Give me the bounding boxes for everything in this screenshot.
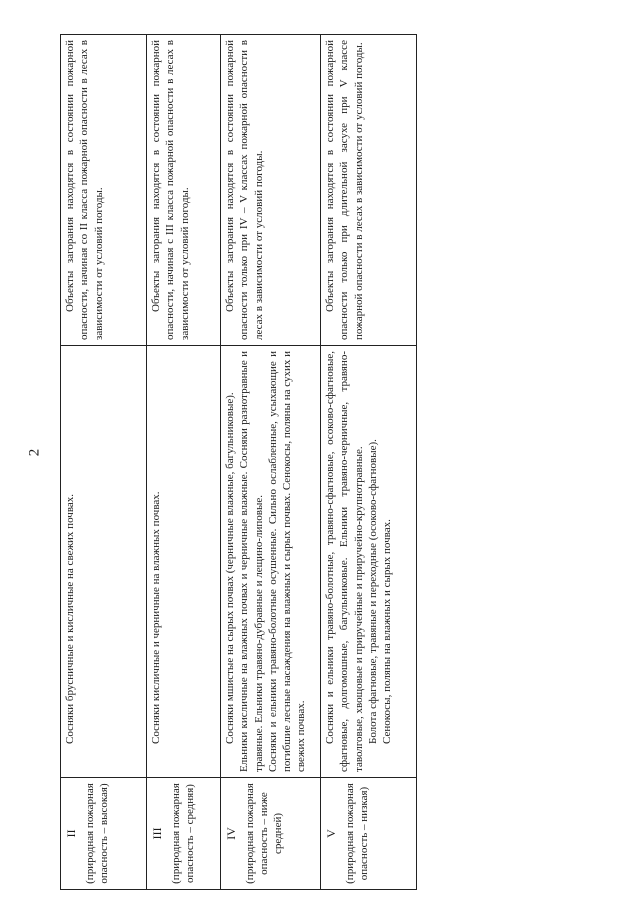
class-numeral: V bbox=[324, 829, 338, 838]
class-description: (природная пожарная опасность – низкая) bbox=[343, 783, 370, 884]
class-cell bbox=[147, 778, 221, 890]
class-cell bbox=[221, 778, 321, 890]
objects-cell: Объекты загорания находятся в состоянии пожарной опасности, начиная с III класса пожарной опасности в лесах в зависимости от условий погоды. bbox=[147, 35, 221, 346]
table-row bbox=[321, 35, 417, 890]
fire-danger-table-frame bbox=[60, 35, 412, 890]
vegetation-text: Сосняки и ельники травяно-болотные осушенные. Сильно ослабленные, усыхающие и погибшие лесные насаждения на влажных и сырых почвах. Сенокосы, поляны на сухих и свежих почвах. bbox=[266, 351, 308, 772]
vegetation-text: Сосняки и ельники травяно-болотные, травяно-сфагновые, осоково-сфагновые, сфагновые, долгомошные, багульниковые. Ельники травяно-черничные, травяно-таволговые, хвощовые и приручейные и приручейно-крупнотравные. bbox=[324, 351, 365, 772]
vegetation-text: Сосняки кисличные и черничные на влажных почвах. bbox=[150, 491, 162, 744]
class-numeral: III bbox=[150, 827, 164, 840]
objects-cell: Объекты загорания находятся в состоянии пожарной опасности только при IV – V классах пожарной опасности в лесах в зависимости от условий погоды. bbox=[221, 35, 321, 346]
vegetation-cell bbox=[221, 346, 321, 778]
vegetation-cell bbox=[147, 346, 221, 778]
objects-cell: Объекты загорания находятся в состоянии пожарной опасности, начиная со II класса пожарной опасности в лесах в зависимости от условий погоды. bbox=[61, 35, 147, 346]
table-row bbox=[221, 35, 321, 890]
vegetation-text: Сосняки мшистые на сырых почвах (черничные влажные, багульниковые). bbox=[224, 392, 236, 744]
vegetation-text: Болота сфагновые, травяные и переходные (осоково-сфагновые). bbox=[366, 439, 379, 744]
vegetation-cell bbox=[61, 346, 147, 778]
class-numeral: IV bbox=[224, 827, 238, 840]
class-description: (природная пожарная опасность – средняя) bbox=[169, 783, 196, 884]
vegetation-text: Ельники кисличные на влажных почвах и черничные влажные. Сосняки разнотравные и травяные. Ельники травяно-дубравные и лещино-липовые. bbox=[238, 351, 265, 772]
class-numeral: II bbox=[64, 829, 78, 838]
class-cell bbox=[321, 778, 417, 890]
class-description: (природная пожарная опасность – высокая) bbox=[83, 783, 110, 884]
table-row bbox=[147, 35, 221, 890]
fire-danger-table bbox=[60, 34, 417, 890]
table-row bbox=[61, 35, 147, 890]
class-cell bbox=[61, 778, 147, 890]
vegetation-text: Сосняки брусничные и кисличные на свежих почвах. bbox=[64, 493, 76, 744]
class-description: (природная пожарная опасность – ниже средней) bbox=[243, 783, 285, 884]
page-number: 2 bbox=[26, 448, 43, 457]
vegetation-text: Сенокосы, поляны на влажных и сырых почвах. bbox=[381, 519, 394, 744]
vegetation-cell bbox=[321, 346, 417, 778]
objects-cell: Объекты загорания находятся в состоянии пожарной опасности только при длительной засухе при V классе пожарной опасности в лесах в зависимости от условий погоды. bbox=[321, 35, 417, 346]
